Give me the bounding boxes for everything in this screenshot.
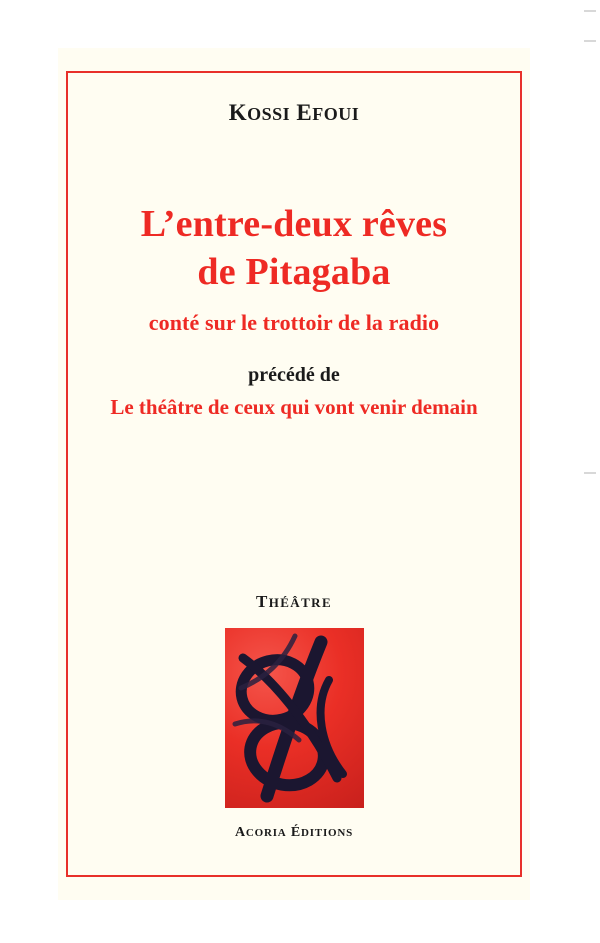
author-initial-first: K — [228, 100, 248, 125]
artwork-brush-strokes — [225, 628, 364, 808]
publisher-word2-initial: É — [290, 825, 301, 840]
publisher-word1-rest: CORIA — [245, 827, 287, 839]
preceded-by-title: Le théâtre de ceux qui vont venir demain — [110, 395, 478, 419]
publisher-word2-rest: DITIONS — [300, 827, 354, 839]
author-name-first-rest: OSSI — [247, 104, 291, 124]
cover-content — [66, 71, 522, 877]
book-subtitle: conté sur le trottoir de la radio — [148, 310, 440, 335]
genre-rest: HÉÂTRE — [268, 595, 333, 610]
preceded-by-label: précédé de — [248, 364, 340, 386]
author-name — [66, 100, 522, 126]
title-block — [66, 201, 522, 336]
genre-label — [66, 592, 522, 612]
publisher-name — [66, 825, 522, 841]
genre-initial: T — [255, 592, 269, 611]
page-edge-mark-middle — [584, 472, 596, 474]
book-title — [66, 201, 522, 296]
preceded-by-block — [66, 364, 522, 420]
page-edge-mark-upper — [584, 40, 596, 42]
book-title-line-2: de Pitagaba — [197, 250, 391, 293]
page-edge-mark-top — [584, 10, 596, 12]
author-name-last-rest: FOUI — [312, 104, 360, 124]
cover-artwork — [225, 628, 364, 808]
publisher-word1-initial: A — [234, 825, 246, 840]
author-initial-last: E — [296, 100, 313, 125]
book-title-line-1: L’entre-deux rêves — [140, 203, 448, 245]
